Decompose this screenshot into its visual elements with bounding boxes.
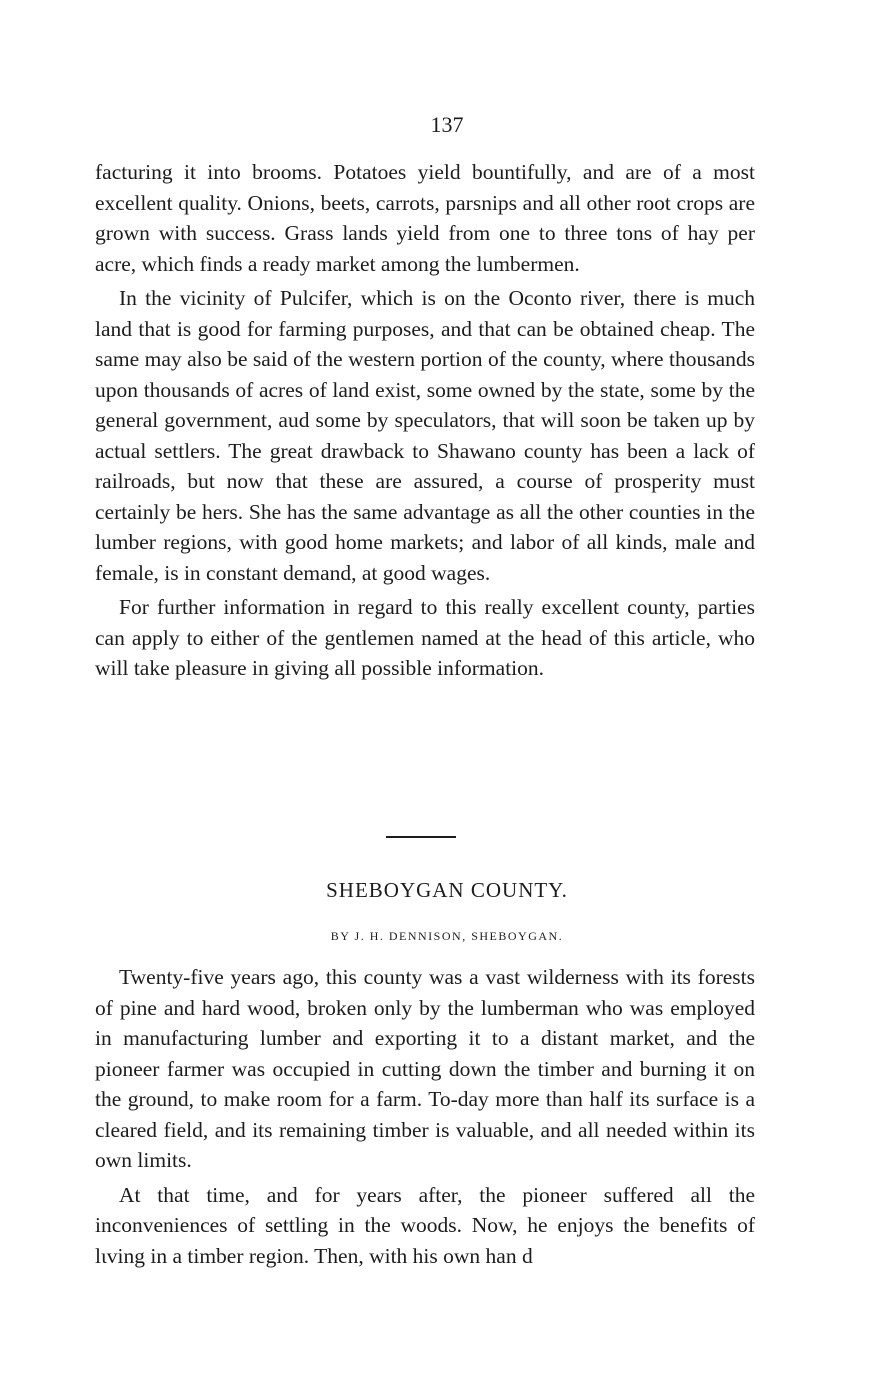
- section-title: SHEBOYGAN COUNTY.: [326, 878, 568, 902]
- paragraph-twenty-five-years: Twenty-five years ago, this county was a vast wilderness with its forests of pine and hard wood, broken only by the lumberman who was employed in manufacturing lumber and exporting it to a distant market, and the pioneer farmer was occupied in cutting down the timber and burning it on the ground, to make room for a farm. To-day more than half its surface is a cleared field, and its remaining timber is valuable, and all needed within its own limits.: [95, 965, 755, 1172]
- paragraph-further-information: For further information in regard to this really excellent county, parties can apply to either of the gentlemen named at the head of this article, who will take pleasure in giving all possible information.: [95, 595, 755, 680]
- page-number: 137: [430, 112, 464, 137]
- sheboygan-text-block: [95, 962, 755, 1275]
- top-text-block: [95, 157, 755, 688]
- section-byline: BY J. H. DENNISON, SHEBOYGAN.: [330, 929, 564, 943]
- paragraph-pulcifer: In the vicinity of Pulcifer, which is on the Oconto river, there is much land that is good for farming purposes, and that can be obtained cheap. The same may also be said of the western portion of the county, where thousands upon thousands of acres of land exist, some owned by the state, some by the general government, aud some by speculators, that will soon be taken up by actual settlers. The great drawback to Shawano county has been a lack of railroads, but now that these are assured, a course of prosperity must certainly be hers. She has the same advantage as all the other counties in the lumber regions, with good home markets; and labor of all kinds, male and female, is in constant demand, at good wages.: [95, 286, 755, 585]
- section-divider-rule: [386, 836, 456, 838]
- paragraph-at-that-time: At that time, and for years after, the pioneer suffered all the inconveniences of settling in the woods. Now, he enjoys the benefits of lιving in a timber region. Then, with his own han d: [95, 1182, 755, 1268]
- paragraph-continuation: facturing it into brooms. Potatoes yield bountifully, and are of a most excellent quality. Onions, beets, carrots, parsnips and all other root crops are grown with success. Grass lands yield from one to three tons of hay per acre, which finds a ready market among the lumbermen.: [95, 160, 755, 276]
